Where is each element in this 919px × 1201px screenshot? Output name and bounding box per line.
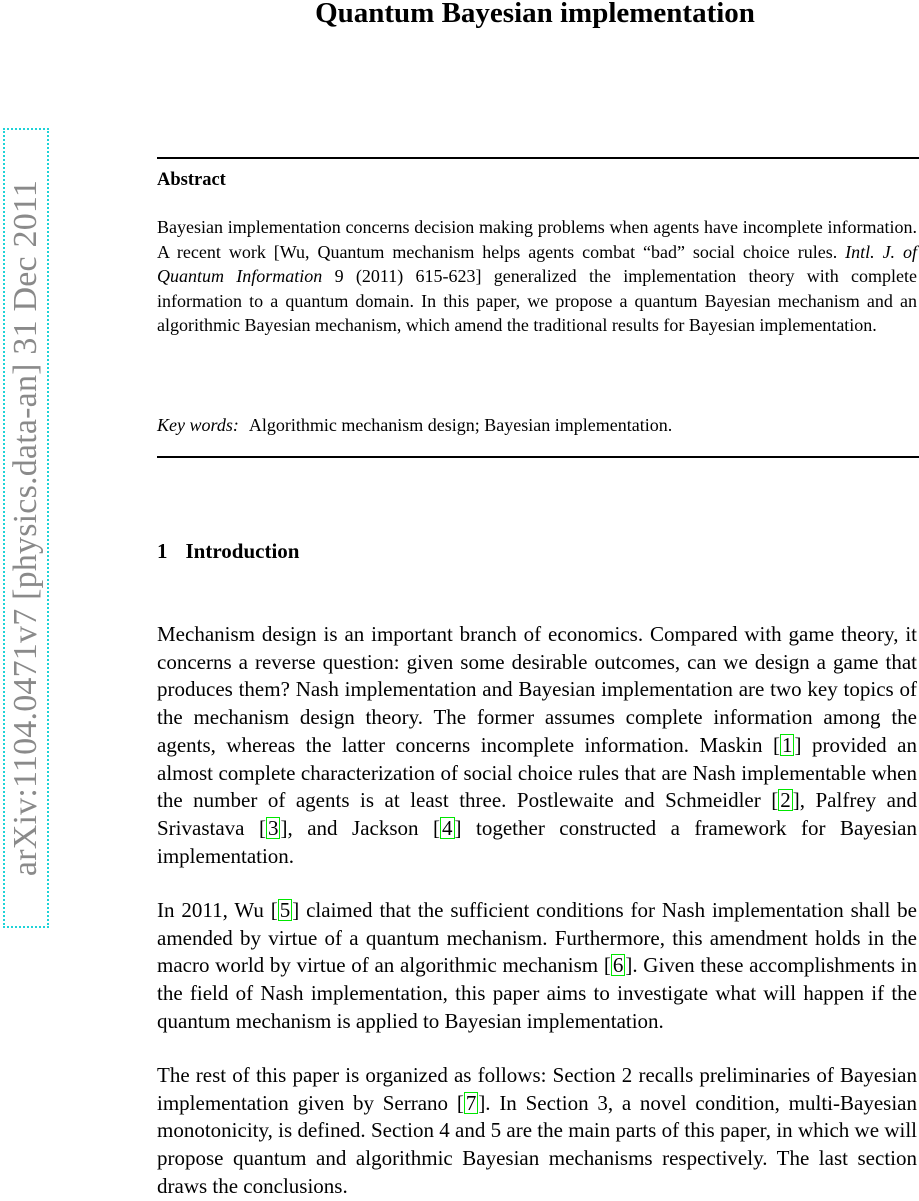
section-title: Introduction: [185, 539, 300, 563]
text-run: ] claimed that the sufficient conditions for Nash implementation shall be amended by virtue of a quantum mechanism. Furthermore, this amendment holds in the macro world by virtue of an algorithmic mechanism [: [157, 898, 917, 978]
abstract-journal: Intl. J. of Quantum Information: [157, 241, 917, 287]
paper-title: Quantum Bayesian implementation: [315, 0, 755, 29]
abstract-body: [157, 215, 917, 338]
text-run: ], Palfrey and Srivastava [: [157, 788, 917, 840]
intro-paragraph-3: [157, 1062, 917, 1201]
abstract-heading: Abstract: [157, 170, 226, 190]
abstract-bottom-rule: [157, 456, 919, 458]
text-run: ]. Given these accomplishments in the field of Nash implementation, this paper aims to investigate what will happen if the quantum mechanism is applied to Bayesian implementation.: [157, 953, 917, 1033]
section-heading-introduction: [157, 539, 299, 564]
citation-link-1[interactable]: 1: [781, 732, 793, 757]
abstract-text-part-2: 9 (2011) 615-623] generalized the implementation theory with complete information to a quantum domain. In this paper, we propose a quantum Bayesian mechanism and an algorithmic Bayesian mechanism, which amend the traditional results for Bayesian implementation.: [157, 266, 918, 336]
citation-link-2[interactable]: 2: [780, 788, 791, 813]
abstract-top-rule: [157, 157, 919, 159]
citation-link-3[interactable]: 3: [267, 815, 279, 840]
keywords: [157, 415, 672, 436]
text-run: ] provided an almost complete characterization of social choice rules that are Nash implementable when the number of agents is at least three. Postlewaite and Schmeidler [: [157, 732, 917, 813]
keywords-text: Algorithmic mechanism design; Bayesian implementation.: [248, 415, 673, 435]
arxiv-stamp: arXiv:1104.0471v7 [physics.data-an] 31 Dec 2011: [7, 179, 44, 877]
text-run: In 2011, Wu [: [157, 898, 278, 922]
intro-paragraph-2: [157, 897, 917, 1036]
section-number: 1: [157, 539, 168, 563]
text-run: Mechanism design is an important branch of economics. Compared with game theory, it concerns a reverse question: given some desirable outcomes, can we design a game that produces them? Nash implementation and Bayesian implementation are two key topics of the mechanism design theory. The former assumes complete information among the agents, whereas the latter concerns incomplete information. Maskin [: [157, 622, 917, 757]
text-run: ], and Jackson [: [280, 815, 441, 840]
intro-paragraph-1: [157, 621, 917, 870]
text-run: ]. In Section 3, a novel condition, multi-Bayesian monotonicity, is defined. Section 4 and 5 are the main parts of this paper, in which we will propose quantum and algorithmic Bayesian mechanisms respectively. The last section draws the conclusions.: [157, 1090, 917, 1198]
citation-link-7[interactable]: 7: [465, 1090, 477, 1115]
abstract-text-part-1: Bayesian implementation concerns decision making problems when agents have incomplete information. A recent work [Wu, Quantum mechanism helps agents combat “bad” social choice rules.: [157, 217, 917, 262]
citation-link-6[interactable]: 6: [612, 953, 624, 978]
citation-link-5[interactable]: 5: [279, 898, 291, 922]
citation-link-4[interactable]: 4: [442, 815, 453, 840]
text-run: ] together constructed a framework for Bayesian implementation.: [157, 815, 917, 868]
text-run: The rest of this paper is organized as follows: Section 2 recalls preliminaries of Bayesian implementation given by Serrano [: [157, 1063, 917, 1115]
keywords-label: Key words:: [157, 415, 239, 435]
